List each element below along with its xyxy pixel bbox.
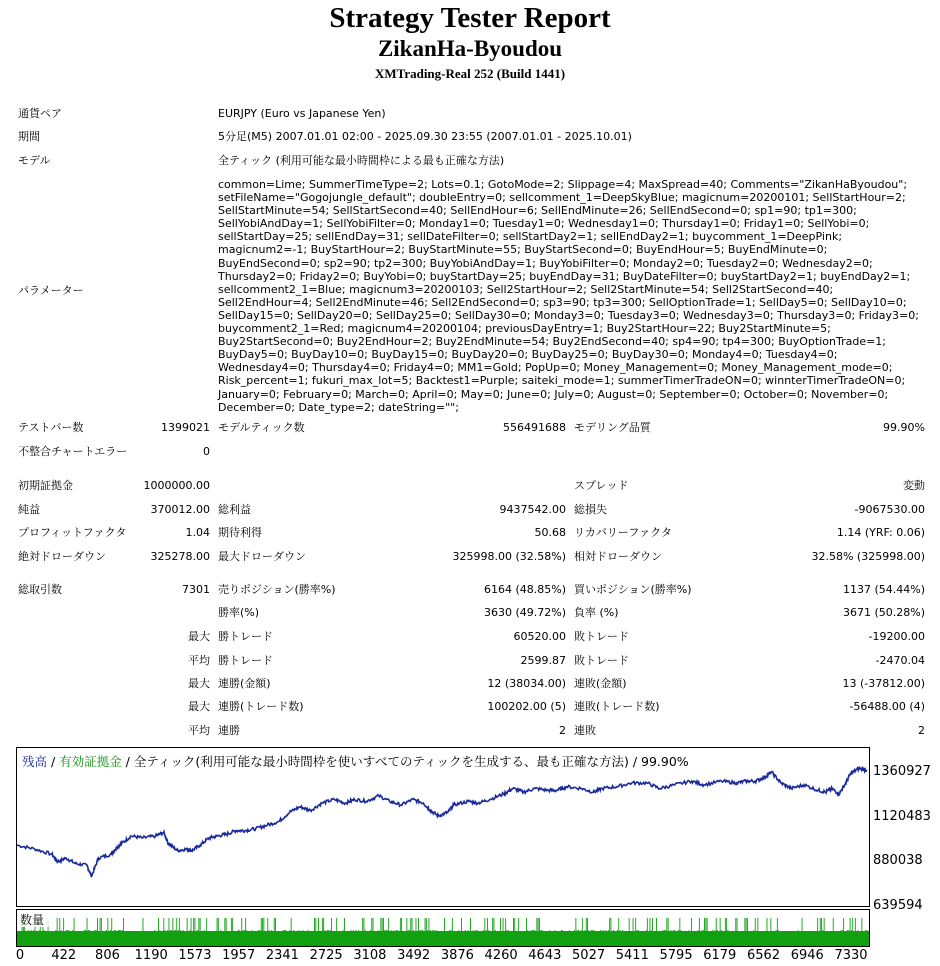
- largest-loss-value: -19200.00: [868, 630, 925, 643]
- max-dd-value: 325998.00 (32.58%): [452, 550, 566, 563]
- net-label: 純益: [18, 503, 40, 516]
- consec-win-cnt-label: 連勝(トレード数): [218, 700, 304, 713]
- max-consec-cnt-label: 最大: [188, 700, 210, 713]
- symbol-label: 通貨ペア: [18, 107, 62, 120]
- pf-label: プロフィットファクタ: [18, 526, 127, 539]
- gross-loss-label: 総損失: [574, 503, 607, 516]
- x-tick-label: 806: [95, 948, 120, 963]
- balance-chart-svg: [17, 748, 869, 906]
- recovery-label: リカバリーファクタ: [574, 526, 672, 539]
- symbol-value: EURJPY (Euro vs Japanese Yen): [218, 107, 386, 120]
- loss-rate-label: 負率 (%): [574, 606, 619, 619]
- period-label: 期間: [18, 130, 40, 143]
- avg-win-value: 2599.87: [520, 654, 566, 667]
- consec-win-amt-value: 12 (38034.00): [487, 677, 566, 690]
- max-dd-label: 最大ドローダウン: [218, 550, 306, 563]
- volume-chart-svg: [17, 910, 869, 946]
- bars-value: 1399021: [161, 421, 210, 434]
- consec-loss-amt-label: 連敗(金額): [574, 677, 627, 690]
- y-tick-label: 1120483: [873, 809, 931, 824]
- x-tick-label: 6946: [790, 948, 824, 963]
- avg-consec-loss-value: 2: [918, 724, 925, 737]
- short-value: 6164 (48.85%): [483, 583, 566, 596]
- model-label: モデル: [18, 154, 51, 167]
- largest-label: 最大: [188, 630, 210, 643]
- consec-loss-amt-value: 13 (-37812.00): [842, 677, 925, 690]
- balance-chart: [16, 747, 870, 907]
- ticks-value: 556491688: [503, 421, 566, 434]
- long-label: 買いポジション(勝率%): [574, 583, 692, 596]
- largest-win-label: 勝トレード: [218, 630, 273, 643]
- quality-label: モデリング品質: [574, 421, 651, 434]
- gross-profit-label: 総利益: [218, 503, 251, 516]
- deposit-value: 1000000.00: [143, 479, 210, 492]
- net-value: 370012.00: [150, 503, 210, 516]
- legend-balance: 残高: [22, 754, 48, 769]
- legend-model-text: / 全ティック(利用可能な最小時間枠を使いすべてのティックを生成する、最も正確な方法) / 99.90%: [121, 754, 689, 769]
- largest-loss-label: 敗トレード: [574, 630, 629, 643]
- gross-profit-value: 9437542.00: [499, 503, 566, 516]
- avg-consec-loss-label: 連敗: [574, 724, 596, 737]
- x-tick-label: 7330: [834, 948, 868, 963]
- x-tick-label: 1190: [134, 948, 168, 963]
- x-tick-label: 1573: [178, 948, 212, 963]
- volume-label: 数量: [20, 913, 45, 927]
- x-tick-label: 4643: [528, 948, 562, 963]
- y-tick-label: 1360927: [873, 764, 931, 779]
- balance-line: [17, 768, 867, 878]
- mismatch-value: 0: [203, 445, 210, 458]
- x-tick-label: 5411: [615, 948, 649, 963]
- abs-dd-label: 絶対ドローダウン: [18, 550, 106, 563]
- bars-label: テストバー数: [18, 421, 84, 434]
- consec-win-amt-label: 連勝(金額): [218, 677, 271, 690]
- avg-consec-win-label: 連勝: [218, 724, 240, 737]
- spread-value: 変動: [903, 479, 925, 492]
- consec-loss-cnt-label: 連敗(トレード数): [574, 700, 660, 713]
- x-tick-label: 5795: [659, 948, 693, 963]
- abs-dd-value: 325278.00: [150, 550, 210, 563]
- avg-consec-label: 平均: [188, 724, 210, 737]
- gross-loss-value: -9067530.00: [854, 503, 925, 516]
- consec-win-cnt-value: 100202.00 (5): [487, 700, 566, 713]
- total-trades-value: 7301: [182, 583, 210, 596]
- legend-separator: /: [47, 754, 60, 769]
- period-value: 5分足(M5) 2007.01.01 02:00 - 2025.09.30 23:55 (2007.01.01 - 2025.10.01): [218, 130, 632, 143]
- report-title: Strategy Tester Report: [329, 2, 611, 34]
- avg-loss-value: -2470.04: [875, 654, 925, 667]
- loss-rate-value: 3671 (50.28%): [842, 606, 925, 619]
- x-tick-label: 4260: [484, 948, 518, 963]
- x-tick-label: 1957: [222, 948, 256, 963]
- x-tick-label: 3492: [397, 948, 431, 963]
- y-tick-label: 880038: [873, 853, 923, 868]
- deposit-label: 初期証拠金: [18, 479, 73, 492]
- avg-win-label: 勝トレード: [218, 654, 273, 667]
- win-rate-label: 勝率(%): [218, 606, 260, 619]
- mismatch-label: 不整合チャートエラー: [18, 445, 128, 458]
- chart-caption: [22, 752, 689, 770]
- rel-dd-label: 相対ドローダウン: [574, 550, 662, 563]
- avg-consec-win-value: 2: [559, 724, 566, 737]
- params-value: common=Lime; SummerTimeType=2; Lots=0.1; GotoMode=2; Slippage=4; MaxSpread=40; Comments="ZikanHaByoudou"; setFileName="Gogojungle_default"; doubleEntry=0; sellcomment_1=DeepSkyBlue; magicnum=20200101; SellStartHour=2; SellStartMinute=54; SellStartSecond=40; SellEndHour=6; SellEndMinute=26; SellEndSecond=0; sp1=90; tp1=300; SellYobiAndDay=1; SellYobiFilter=0; Monday1=0; Tuesday1=0; Wednesday1=0; Thursday1=0; Friday1=0; SellYobi=0; sellStartDay=25; sellEndDay=31; sellDateFilter=0; sellStartDay2=1; sellEndDay2=1; buycomment_1=DeepPink; magicnum2=-1; BuyStartHour=2; BuyStartMinute=55; BuyStartSecond=0; BuyEndHour=5; BuyEndMinute=0; BuyEndSecond=0; sp2=90; tp2=300; BuyYobiAndDay=1; BuyYobiFilter=0; Monday2=0; Tuesday2=0; Wednesday2=0; Thursday2=0; Friday2=0; BuyYobi=0; buyStartDay=25; buyEndDay=31; BuyDateFilter=0; buyStartDay2=1; buyEndDay2=1; sellcomment2_1=Blue; magicnum3=20200103; Sell2StartHour=2; Sell2StartMinute=54; Sell2StartSecond=40; Sell2EndHour=4; Sell2EndMinute=46; Sell2EndSecond=0; sp3=90; tp3=300; SellOptionTrade=1; SellDay5=0; SellDay10=0; SellDay15=0; SellDay20=0; SellDay25=0; SellDay30=0; Monday3=0; Tuesday3=0; Wednesday3=0; Thursday3=0; Friday3=0; buycomment2_1=Red; magicnum4=20200104; previousDayEntry=1; Buy2StartHour=22; Buy2StartMinute=5; Buy2StartSecond=0; Buy2EndHour=2; Buy2EndMinute=54; Buy2EndSecond=40; sp4=90; tp4=300; BuyOptionTrade=1; BuyDay5=0; BuyDay10=0; BuyDay15=0; BuyDay20=0; BuyDay25=0; BuyDay30=0; Monday4=0; Tuesday4=0; Wednesday4=0; Thursday4=0; Friday4=0; MM1=Gold; PopUp=0; Money_Management=0; Money_Management_mode=0; Risk_percent=1; fukuri_max_lot=5; Backtest1=Purple; saiteki_mode=1; summerTimerTradeON=0; winnterTimerTradeON=0; January=0; February=0; March=0; April=0; May=0; June=0; July=0; August=0; September=0; October=0; November=0; December=0; Date_type=2; dateString="";: [218, 178, 923, 414]
- recovery-value: 1.14 (YRF: 0.06): [836, 526, 925, 539]
- x-tick-label: 2341: [265, 948, 299, 963]
- y-tick-label: 639594: [873, 898, 923, 913]
- legend-equity: 有効証拠金: [59, 754, 122, 769]
- model-value: 全ティック (利用可能な最小時間枠による最も正確な方法): [218, 154, 505, 167]
- long-value: 1137 (54.44%): [842, 583, 925, 596]
- consec-loss-cnt-value: -56488.00 (4): [849, 700, 925, 713]
- params-label: パラメーター: [18, 284, 84, 297]
- rel-dd-value: 32.58% (325998.00): [811, 550, 925, 563]
- spread-label: スプレッド: [574, 479, 629, 492]
- max-consec-amt-label: 最大: [188, 677, 210, 690]
- expected-value: 50.68: [534, 526, 566, 539]
- volume-base: [17, 931, 869, 946]
- average-label: 平均: [188, 654, 210, 667]
- x-tick-label: 3108: [353, 948, 387, 963]
- expert-name: ZikanHa-Byoudou: [377, 36, 563, 61]
- volume-chart: [16, 909, 870, 947]
- x-tick-label: 0: [15, 948, 25, 963]
- x-tick-label: 5027: [572, 948, 606, 963]
- x-tick-label: 422: [51, 948, 77, 963]
- x-tick-label: 6179: [703, 948, 737, 963]
- ticks-label: モデルティック数: [218, 421, 305, 434]
- avg-loss-label: 敗トレード: [574, 654, 629, 667]
- x-tick-label: 2725: [309, 948, 343, 963]
- quality-value: 99.90%: [883, 421, 925, 434]
- server-build: XMTrading-Real 252 (Build 1441): [374, 66, 566, 81]
- x-tick-label: 3876: [440, 948, 474, 963]
- short-label: 売りポジション(勝率%): [218, 583, 336, 596]
- expected-label: 期待利得: [218, 526, 262, 539]
- win-rate-value: 3630 (49.72%): [483, 606, 566, 619]
- pf-value: 1.04: [185, 526, 210, 539]
- largest-win-value: 60520.00: [513, 630, 566, 643]
- x-tick-label: 6562: [746, 948, 781, 963]
- total-trades-label: 総取引数: [18, 583, 62, 596]
